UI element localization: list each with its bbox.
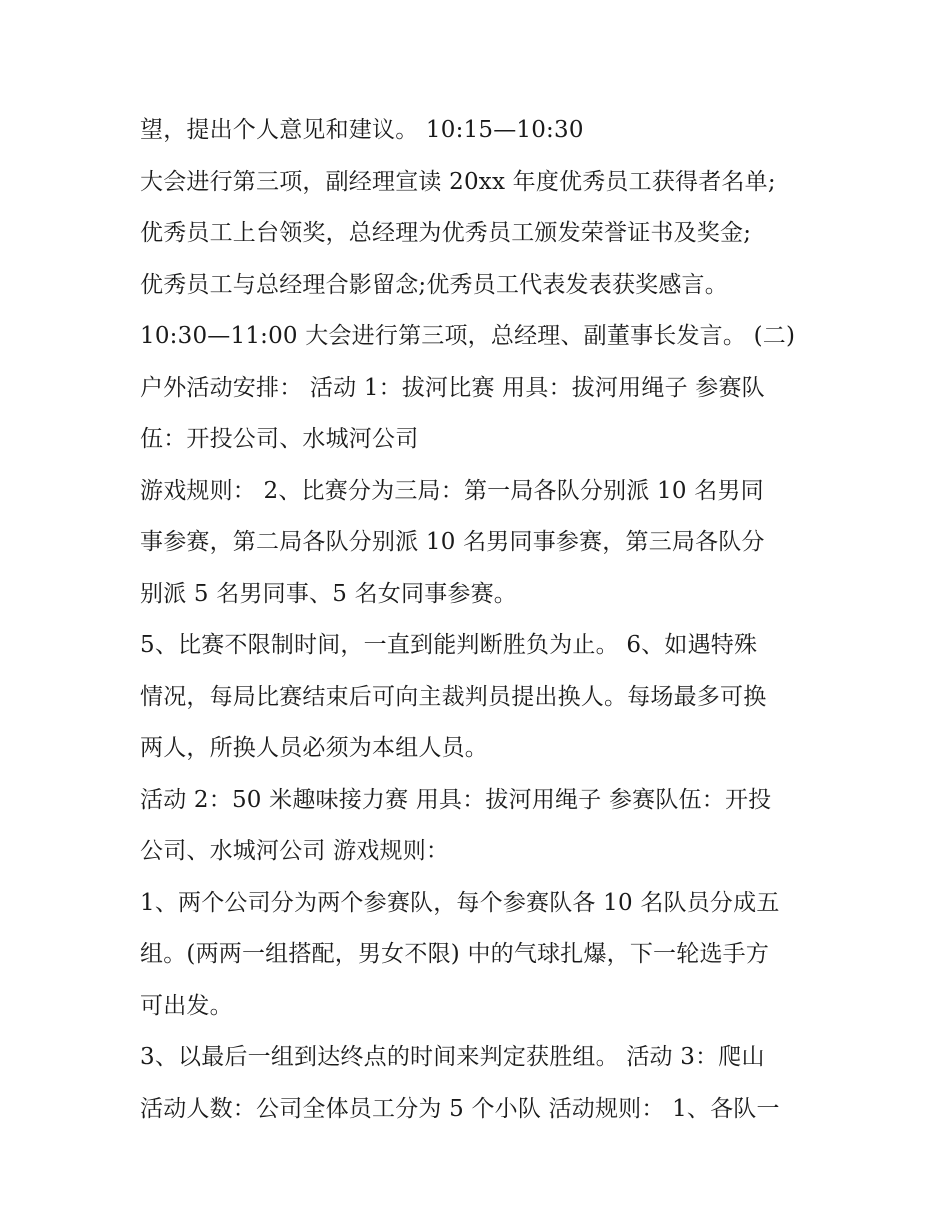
text-line: 10:30—11:00 大会进行第三项，总经理、副董事长发言。 (二) <box>140 323 796 349</box>
text-line: 活动 2：50 米趣味接力赛 用具：拔河用绳子 参赛队伍：开投 <box>140 786 772 813</box>
text-line: 公司、水城河公司 游戏规则： <box>140 838 450 864</box>
text-line: 情况，每局比赛结束后可向主裁判员提出换人。每场最多可换 <box>140 683 767 710</box>
text-line: 别派 5 名男同事、5 名女同事参赛。 <box>140 580 517 607</box>
text-line: 伍：开投公司、水城河公司 <box>140 426 419 452</box>
text-line: 组。(两两一组搭配，男女不限) 中的气球扎爆，下一轮选手方 <box>140 941 770 967</box>
text-line: 3、以最后一组到达终点的时间来判定获胜组。 活动 3：爬山 <box>140 1044 765 1070</box>
text-line: 户外活动安排： 活动 1：拔河比赛 用具：拔河用绳子 参赛队 <box>140 374 765 401</box>
text-line: 事参赛，第二局各队分别派 10 名男同事参赛，第三局各队分 <box>140 529 765 555</box>
text-line: 游戏规则： 2、比赛分为三局：第一局各队分别派 10 名男同 <box>140 477 764 504</box>
text-line: 大会进行第三项，副经理宣读 20xx 年度优秀员工获得者名单; <box>140 168 776 195</box>
document-body <box>140 110 830 1140</box>
text-line: 优秀员工与总经理合影留念;优秀员工代表发表获奖感言。 <box>140 271 728 298</box>
text-line: 两人，所换人员必须为本组人员。 <box>140 735 488 761</box>
text-line: 活动人数：公司全体员工分为 5 个小队 活动规则： 1、各队一 <box>140 1095 780 1122</box>
text-line: 1、两个公司分为两个参赛队，每个参赛队各 10 名队员分成五 <box>140 889 780 916</box>
text-line: 望，提出个人意见和建议。 10:15—10:30 <box>140 117 584 143</box>
text-line: 可出发。 <box>140 992 233 1019</box>
text-line: 5、比赛不限制时间，一直到能判断胜负为止。 6、如遇特殊 <box>140 632 758 658</box>
text-line: 优秀员工上台领奖，总经理为优秀员工颁发荣誉证书及奖金; <box>140 220 752 246</box>
